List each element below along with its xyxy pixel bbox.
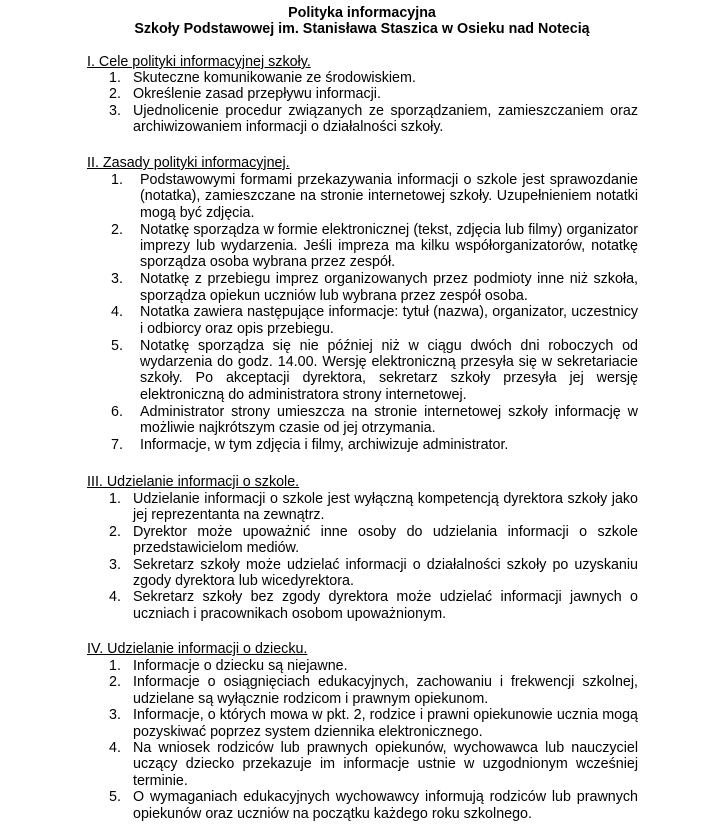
section-heading: II. Zasady polityki informacyjnej.: [87, 155, 290, 171]
list-item-text: Na wniosek rodziców lub prawnych opiekunów, wychowawca lub nauczyciel uczący dziecko przekazuje im informacje ustnie w uzgodnionym wcześniej terminie.: [133, 740, 638, 789]
section-list: [0, 172, 724, 454]
list-item-text: Notatkę z przebiegu imprez organizowanych przez podmioty inne niż szkoła, sporządza opiekun uczniów lub wybrana przez zespół osoba.: [140, 271, 638, 304]
list-item: [0, 658, 724, 674]
list-item: [0, 271, 724, 304]
list-item-text: Administrator strony umieszcza na stronie internetowej szkoły informację w możliwie najkrótszym czasie od jej otrzymania.: [140, 403, 638, 437]
list-item-text: Informacje, w tym zdjęcia i filmy, archiwizuje administrator.: [140, 436, 509, 453]
section-list: [0, 70, 724, 136]
section-heading: I. Cele polityki informacyjnej szkoły.: [87, 54, 311, 70]
list-item: [0, 789, 724, 822]
list-item-number: 4.: [109, 740, 121, 757]
section-list: [0, 658, 724, 822]
section-list: [0, 491, 724, 622]
list-item: [0, 674, 724, 707]
list-item-text: Informacje, o których mowa w pkt. 2, rodzice i prawni opiekunowie ucznia mogą pozyskiwać poprzez system dziennika elektronicznego.: [133, 707, 638, 740]
list-item-text: Sekretarz szkoły może udzielać informacji o działalności szkoły po uzyskaniu zgody dyrektora lub wicedyrektora.: [133, 556, 638, 590]
list-item-text: Notatkę sporządza się nie później niż w ciągu dwóch dni roboczych od wydarzenia do godz. 14.00. Wersję elektroniczną przesyła się w sekretariacie szkoły. Po akceptacji dyrektora, sekretarz szkoły przesyła jej wersję elektroniczną do administratora strony internetowej.: [140, 337, 638, 403]
list-item: [0, 86, 724, 102]
list-item: [0, 740, 724, 789]
list-item-number: 2.: [109, 674, 121, 691]
list-item-number: 1.: [109, 70, 121, 86]
list-item-text: Informacje o osiągnięciach edukacyjnych, zachowaniu i frekwencji szkolnej, udzielane są wyłącznie rodzicom i prawnym opiekunom.: [133, 674, 638, 707]
list-item-number: 2.: [109, 86, 121, 103]
list-item: [0, 524, 724, 557]
list-item-number: 4.: [111, 304, 123, 321]
list-item-text: Sekretarz szkoły bez zgody dyrektora może udzielać informacji jawnych o uczniach i pracownikach osobom upoważnionym.: [133, 589, 638, 622]
document-subtitle: Szkoły Podstawowej im. Stanisława Staszica w Osieku nad Notecią: [134, 21, 590, 37]
list-item-number: 5.: [111, 337, 123, 354]
list-item-number: 3.: [111, 271, 123, 288]
list-item-text: Skuteczne komunikowanie ze środowiskiem.: [133, 70, 416, 86]
section-heading: IV. Udzielanie informacji o dziecku.: [87, 641, 308, 657]
list-item: [0, 707, 724, 740]
list-item: [0, 491, 724, 524]
list-item-number: 2.: [109, 523, 121, 540]
section-heading: III. Udzielanie informacji o szkole.: [87, 474, 300, 490]
list-item: [0, 338, 724, 404]
list-item: [0, 557, 724, 590]
list-item-text: Określenie zasad przepływu informacji.: [133, 86, 381, 103]
list-item-number: 2.: [111, 221, 123, 238]
list-item-number: 1.: [109, 658, 121, 674]
document-title: Polityka informacyjna: [288, 5, 436, 21]
list-item-number: 1.: [111, 172, 123, 188]
list-item-number: 3.: [109, 102, 121, 119]
list-item-number: 4.: [109, 589, 121, 606]
list-item-text: Dyrektor może upoważnić inne osoby do udzielania informacji o szkole przedstawicielom mediów.: [133, 523, 638, 557]
list-item-number: 7.: [111, 436, 123, 453]
list-item-number: 5.: [109, 789, 121, 806]
list-item-text: O wymaganiach edukacyjnych wychowawcy informują rodziców lub prawnych opiekunów oraz uczniów na początku każdego roku szkolnego.: [133, 789, 638, 822]
list-item-text: Ujednolicenie procedur związanych ze sporządzaniem, zamieszczaniem oraz archiwizowaniem informacji o działalności szkoły.: [133, 102, 638, 136]
list-item-text: Notatkę sporządza w formie elektronicznej (tekst, zdjęcia lub filmy) organizator imprezy lub wydarzenia. Jeśli impreza ma kilku współorganizatorów, notatkę sporządza osoba wybrana przez zespół.: [140, 221, 638, 271]
list-item-text: Notatka zawiera następujące informacje: tytuł (nazwa), organizator, uczestnicy i odbiorcy oraz opis przebiegu.: [140, 304, 638, 337]
list-item-text: Informacje o dziecku są niejawne.: [133, 658, 348, 674]
list-item-number: 3.: [109, 556, 121, 573]
list-item-text: Podstawowymi formami przekazywania informacji o szkole jest sprawozdanie (notatka), zamieszczane na stronie internetowej szkoły. Uzupełnieniem notatki mogą być zdjęcia.: [140, 172, 638, 221]
list-item-number: 3.: [109, 707, 121, 724]
list-item: [0, 304, 724, 337]
list-item: [0, 222, 724, 271]
list-item-text: Udzielanie informacji o szkole jest wyłączną kompetencją dyrektora szkoły jako jej reprezentanta na zewnątrz.: [133, 491, 638, 524]
list-item: [0, 172, 724, 221]
list-item-number: 1.: [109, 491, 121, 507]
list-item: [0, 103, 724, 136]
list-item: [0, 589, 724, 622]
list-item: [0, 437, 724, 453]
list-item-number: 6.: [111, 403, 123, 420]
list-item: [0, 70, 724, 86]
list-item: [0, 404, 724, 437]
